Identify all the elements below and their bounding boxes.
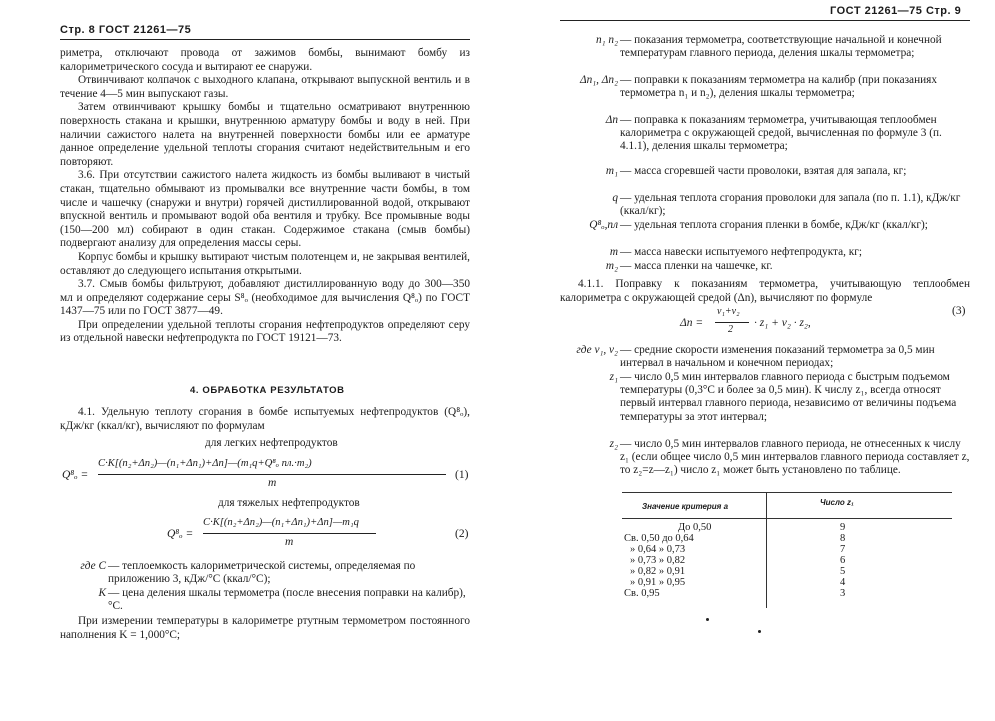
- legend-symbol: Δn₁, Δn₂: [579, 74, 618, 86]
- formula1-fraction-bar: [98, 474, 446, 475]
- legend-symbol: m₁: [605, 165, 618, 177]
- formula3-lhs: Δn =: [680, 317, 704, 329]
- table-cell-z1: 6: [840, 555, 846, 566]
- table-cell-criterion: » 0,64 » 0,73: [630, 544, 686, 555]
- section-title: 4. ОБРАБОТКА РЕЗУЛЬТАТОВ: [190, 385, 345, 396]
- legend-text: — теплоемкость калориметрической системы, определяемая по приложению 3, кДж/°C (ккал/°C);: [108, 560, 416, 586]
- table-cell-z1: 8: [840, 533, 846, 544]
- table-cell-z1: 9: [840, 522, 846, 533]
- final-paragraph-block: [60, 615, 470, 642]
- paragraph: При определении удельной теплоты сгорания нефтепродуктов определяют серу из отдельной навески нефтепродукта по ГОСТ 19121—73.: [60, 318, 470, 345]
- legend-text: — удельная теплота сгорания проволоки для запала (по п. 1.1), кДж/кг (ккал/кг);: [620, 192, 961, 218]
- legend-symbol: q: [612, 192, 618, 204]
- legend-text: — показания термометра, соответствующие начальной и конечной температурам главного периода, деления шкалы термометра;: [620, 34, 942, 60]
- legend-symbol: где C: [80, 560, 106, 572]
- legend-text: — поправки к показаниям термометра на калибр (при показаниях термометра n₁ и n₂), деления шкалы термометра;: [620, 74, 938, 100]
- scan-speck: [758, 630, 761, 633]
- legend-symbol: m: [609, 246, 618, 258]
- light-label: для легких нефтепродуктов: [205, 437, 338, 449]
- table-column-divider: [766, 492, 767, 608]
- table-cell-criterion: Св. 0,95: [624, 588, 660, 599]
- legend-symbol: K: [98, 587, 106, 599]
- formula1-denominator: m: [268, 477, 277, 489]
- paragraph: риметра, отключают провода от зажимов бомбы, вынимают бомбу из калориметрического сосуда и вытирают ее снаружи.: [60, 47, 470, 73]
- legend-text: — масса пленки на чашечке, кг.: [620, 260, 773, 272]
- paragraph: Затем отвинчивают крышку бомбы и тщательно осматривают внутреннюю поверхность стакана и крышки, внутреннюю арматуру бомбы и воду в ней. При наличии сажистого налета на внутренней поверхности бомбы или ее арматуре данное определение удельной теплоты сгорания считают недействительным и его повторяют.: [60, 101, 470, 168]
- left-page-header: Стр. 8 ГОСТ 21261—75: [60, 24, 192, 36]
- paragraph-4-1-1: 4.1.1. Поправку к показаниям термометра, учитывающую теплообмен калориметра с окружающей средой (Δn), вычисляют по формуле: [560, 278, 970, 304]
- table-cell-z1: 3: [840, 588, 846, 599]
- header-rule: [560, 20, 970, 21]
- formula1-lhs: Q⁸ₒ =: [62, 469, 89, 481]
- formula1-number: (1): [455, 469, 469, 481]
- formula3-rest: · z₁ + v₂ · z₂,: [754, 317, 811, 329]
- table-header-rule: [622, 518, 952, 519]
- header-rule: [60, 39, 470, 40]
- legend-symbol: Δn: [605, 114, 618, 126]
- paragraph: Отвинчивают колпачок с выходного клапана, открывают выпускной вентиль и в течение 4—5 мин выпускают газы.: [60, 74, 470, 100]
- legend-symbol: m₂: [605, 260, 618, 272]
- paragraph: Корпус бомбы и крышку вытирают чистым полотенцем и, не закрывая вентилей, оставляют до следующего испытания открытыми.: [60, 250, 470, 277]
- section-paragraph: 4.1. Удельную теплоту сгорания в бомбе испытуемых нефтепродуктов (Q⁸ₒ), кДж/кг (ккал/кг), вычисляют по формулам: [60, 406, 470, 432]
- legend-text: — масса навески испытуемого нефтепродукта, кг;: [620, 246, 863, 258]
- section-intro: [60, 406, 470, 433]
- final-paragraph: При измерении температуры в калориметре ртутным термометром постоянного наполнения K = 1,000°C;: [60, 615, 470, 641]
- formula3-fraction-bar: [715, 322, 749, 323]
- formula2-number: (2): [455, 528, 469, 540]
- formula3-denominator: 2: [728, 324, 733, 335]
- formula2-fraction-bar: [203, 533, 376, 534]
- legend-text: — число 0,5 мин интервалов главного периода, не отнесенных к числу z₁ (если общее число 0,5 мин интервалов главного периода составляет z, то z₂=z—z₁) число z₁ может быть установлено по таблице.: [620, 438, 970, 477]
- legend-symbol: Q⁸ₒ,пл: [589, 219, 618, 231]
- legend-symbol: z₁: [609, 371, 618, 383]
- legend-text: — удельная теплота сгорания пленки в бомбе, кДж/кг (ккал/кг);: [620, 219, 928, 231]
- formula2-numerator: C·K[(n₂+Δn₂)—(n₁+Δn₁)+Δn]—m₁q: [203, 517, 359, 528]
- legend-symbol: z₂: [609, 438, 618, 450]
- table-cell-criterion: До 0,50: [678, 522, 712, 533]
- table-cell-criterion: » 0,82 » 0,91: [630, 566, 686, 577]
- legend-text: — масса сгоревшей части проволоки, взятая для запала, кг;: [620, 165, 907, 177]
- right-page-header: ГОСТ 21261—75 Стр. 9: [830, 5, 962, 17]
- formula1-numerator: C·K[(n₂+Δn₂)—(n₁+Δn₁)+Δn]—(m₁q+Q⁸ₒ пл.·m₂): [98, 458, 312, 469]
- heavy-label: для тяжелых нефтепродуктов: [218, 497, 360, 509]
- legend-text: — число 0,5 мин интервалов главного периода с быстрым подъемом температуры (0,3°C и более за 0,5 мин). К числу z₁, всегда относят первый интервал главного периода, независимо от величины подъема температуры за этот интервал;: [620, 371, 957, 423]
- formula3-numerator: v₁+v₂: [717, 306, 740, 317]
- table-cell-criterion: » 0,73 » 0,82: [630, 555, 686, 566]
- right-page: [500, 0, 995, 721]
- paragraph: 3.7. Смыв бомбы фильтруют, добавляют дистиллированную воду до 300—350 мл и определяют содержание серы S⁸ₒ (необходимое для вычисления Q⁸ₒ) по ГОСТ 1437—75 или по ГОСТ 3877—49.: [60, 278, 470, 318]
- formula3-number: (3): [952, 305, 966, 317]
- table-cell-z1: 5: [840, 566, 846, 577]
- table-cell-z1: 4: [840, 577, 846, 588]
- legend-text: — поправка к показаниям термометра, учитывающая теплообмен калориметра с окружающей средой, вычисленная по формуле 3 (п. 4.1.1), деления шкалы термометра;: [620, 114, 942, 153]
- table-cell-z1: 7: [840, 544, 846, 555]
- paragraph: 3.6. При отсутствии сажистого налета жидкость из бомбы выливают в чистый стакан, тщательно обмывают из промывалки все внутренние части бомбы, в том числе и чашечку (снаружи и внутри) горячей дистиллированной водой, открывают впускной вентиль и промывают водой оба вентиля и трубку. Все промывные воды (150—200 мл) собирают в один стакан. Содержимое стакана (смыв бомбы) подвергают анализу для определения массы серы.: [60, 169, 470, 250]
- table-header-z1: Число z₁: [820, 498, 854, 507]
- table-top-rule: [622, 492, 952, 493]
- scan-speck: [706, 618, 709, 621]
- legend-text: — цена деления шкалы термометра (после внесения поправки на калибр), °C.: [108, 587, 466, 613]
- p411-block: [560, 278, 970, 305]
- formula2-denominator: m: [285, 536, 294, 548]
- legend-symbol: n₁ n₂: [596, 34, 618, 46]
- formula2-lhs: Q⁸ₒ =: [167, 528, 194, 540]
- table-header-criterion: Значение критерия a: [642, 502, 729, 511]
- legend-text: — средние скорости изменения показаний термометра за 0,5 мин интервал в начальном и конечном периодах;: [620, 344, 935, 370]
- table-cell-criterion: » 0,91 » 0,95: [630, 577, 686, 588]
- legend-symbol: где v₁, v₂: [576, 344, 618, 356]
- left-body: [60, 47, 470, 346]
- table-cell-criterion: Св. 0,50 до 0,64: [624, 533, 694, 544]
